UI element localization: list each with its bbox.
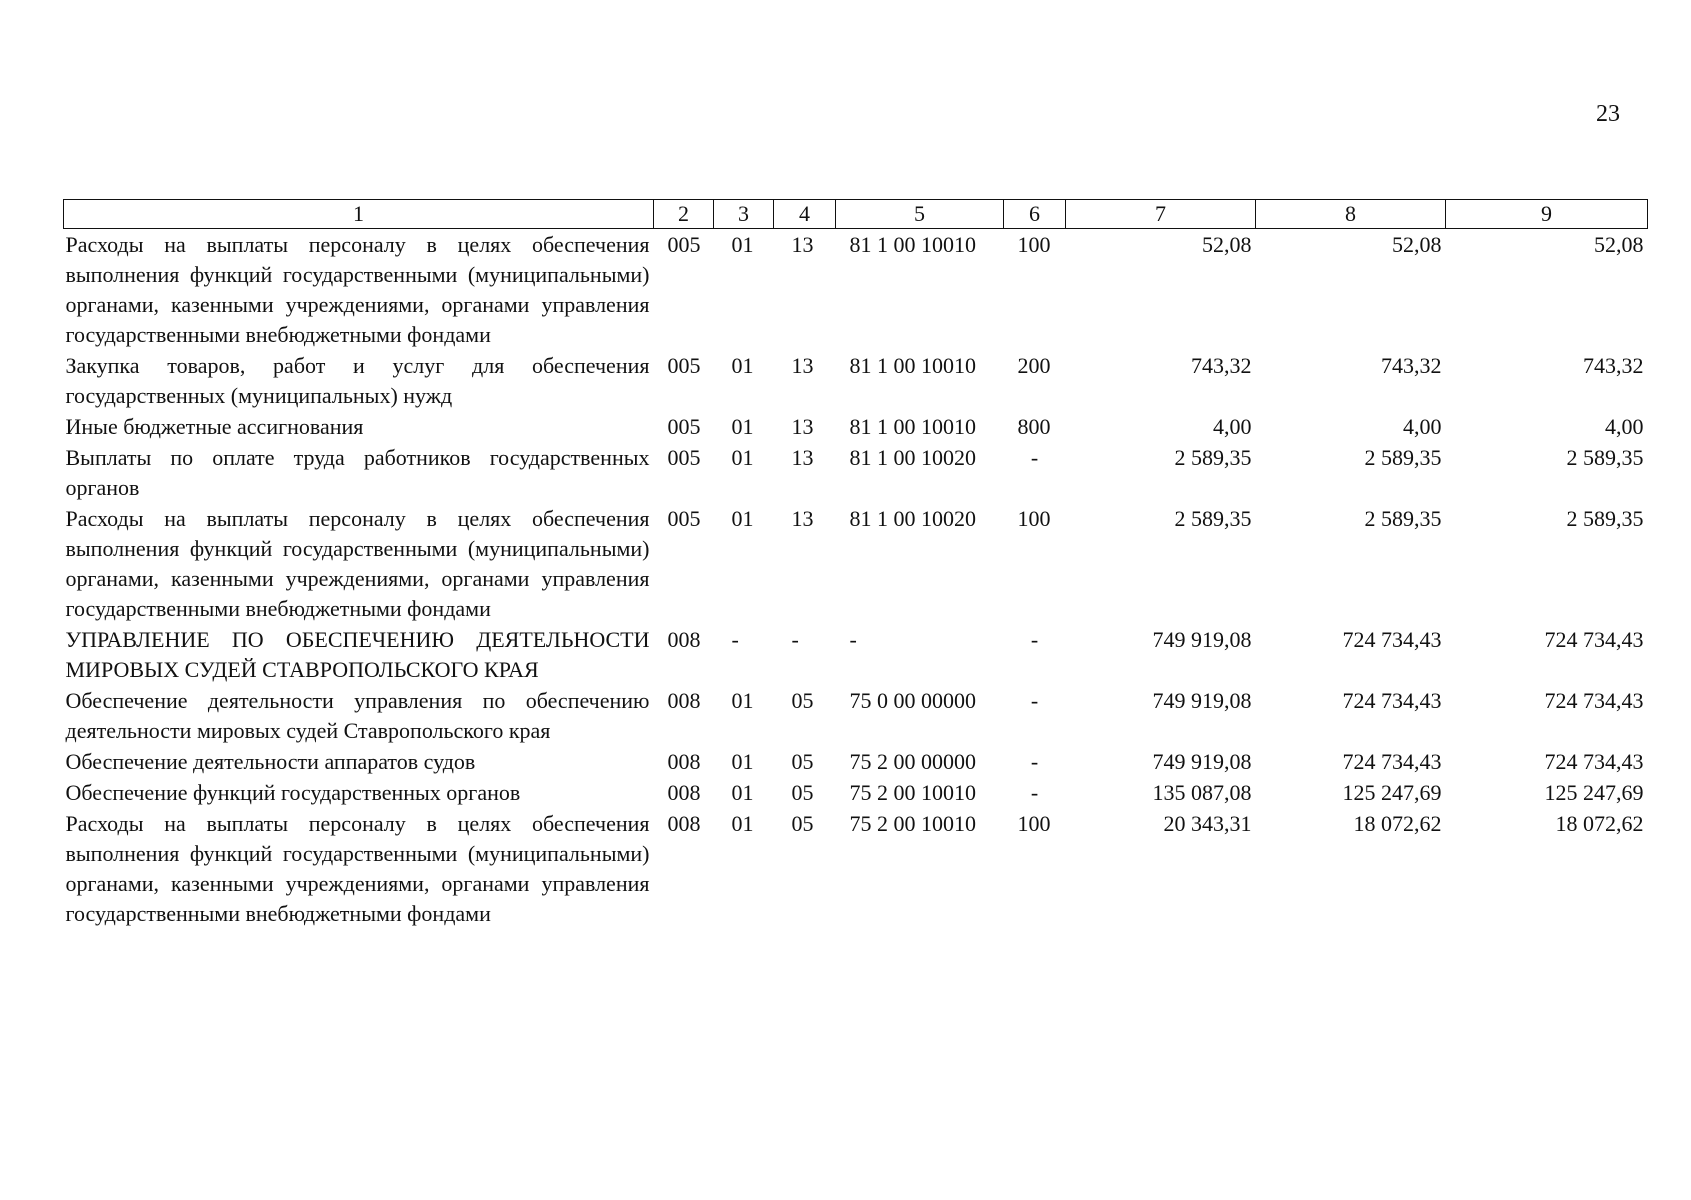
row-name: Расходы на выплаты персоналу в целях обеспечения выполнения функций государственными (муниципальными) органами, казенными учреждениями, органами управления государственными внебюджетными фондами [65, 811, 650, 926]
column-header: 6 [1004, 200, 1066, 229]
table-row [64, 350, 1648, 411]
target-item-code: 75 2 00 10010 [849, 811, 976, 836]
row-name: Обеспечение деятельности аппаратов судов [65, 749, 476, 774]
subsection-code: 05 [791, 688, 814, 713]
amount-col9: 724 734,43 [1544, 749, 1644, 774]
table-row [64, 685, 1648, 746]
ministry-code: 005 [667, 445, 701, 470]
row-name: Иные бюджетные ассигнования [65, 414, 364, 439]
amount-col9: 724 734,43 [1544, 627, 1644, 652]
amount-col7: 743,32 [1191, 353, 1252, 378]
subsection-code: 13 [791, 445, 814, 470]
target-item-code: 81 1 00 10020 [849, 445, 976, 470]
subsection-code: 05 [791, 780, 814, 805]
subsection-code: 13 [791, 232, 814, 257]
target-item-code: 81 1 00 10020 [849, 506, 976, 531]
expense-type-code: - [1030, 688, 1039, 713]
amount-col9: 4,00 [1605, 414, 1644, 439]
expense-type-code: 100 [1017, 232, 1051, 257]
amount-col8: 724 734,43 [1342, 688, 1442, 713]
target-item-code: 81 1 00 10010 [849, 232, 976, 257]
amount-col8: 743,32 [1381, 353, 1442, 378]
section-code: 01 [731, 445, 754, 470]
target-item-code: 81 1 00 10010 [849, 353, 976, 378]
section-code: 01 [731, 232, 754, 257]
ministry-code: 008 [667, 688, 701, 713]
ministry-code: 005 [667, 506, 701, 531]
section-code: 01 [731, 414, 754, 439]
expense-type-code: - [1030, 627, 1039, 652]
target-item-code: 81 1 00 10010 [849, 414, 976, 439]
amount-col8: 2 589,35 [1364, 445, 1442, 470]
amount-col8: 4,00 [1403, 414, 1442, 439]
amount-col7: 749 919,08 [1152, 749, 1252, 774]
amount-col8: 18 072,62 [1353, 811, 1442, 836]
amount-col7: 20 343,31 [1163, 811, 1252, 836]
amount-col9: 125 247,69 [1544, 780, 1644, 805]
table-row [64, 624, 1648, 685]
budget-table [63, 199, 1648, 929]
subsection-code: 13 [791, 414, 814, 439]
column-header: 3 [714, 200, 774, 229]
target-item-code: 75 0 00 00000 [849, 688, 976, 713]
amount-col7: 2 589,35 [1174, 506, 1252, 531]
column-header: 5 [836, 200, 1004, 229]
page-number: 23 [1596, 101, 1620, 127]
column-header: 1 [64, 200, 654, 229]
table-row [64, 411, 1648, 442]
table-row [64, 746, 1648, 777]
section-code: - [731, 627, 739, 652]
amount-col7: 52,08 [1202, 232, 1252, 257]
expense-type-code: 800 [1017, 414, 1051, 439]
ministry-code: 008 [667, 780, 701, 805]
column-header: 7 [1066, 200, 1256, 229]
header-row [64, 200, 1648, 229]
row-name: Расходы на выплаты персоналу в целях обеспечения выполнения функций государственными (муниципальными) органами, казенными учреждениями, органами управления государственными внебюджетными фондами [65, 506, 650, 621]
row-name: Обеспечение деятельности управления по обеспечению деятельности мировых судей Ставропольского края [65, 688, 650, 743]
expense-type-code: - [1030, 749, 1039, 774]
ministry-code: 005 [667, 353, 701, 378]
expense-type-code: - [1030, 780, 1039, 805]
amount-col8: 724 734,43 [1342, 627, 1442, 652]
column-header: 8 [1256, 200, 1446, 229]
subsection-code: 05 [791, 749, 814, 774]
row-name: УПРАВЛЕНИЕ ПО ОБЕСПЕЧЕНИЮ ДЕЯТЕЛЬНОСТИ МИРОВЫХ СУДЕЙ СТАВРОПОЛЬСКОГО КРАЯ [65, 627, 650, 682]
ministry-code: 008 [667, 811, 701, 836]
table-row [64, 503, 1648, 624]
target-item-code: 75 2 00 10010 [849, 780, 976, 805]
amount-col9: 18 072,62 [1555, 811, 1644, 836]
table-body [64, 229, 1648, 930]
section-code: 01 [731, 688, 754, 713]
table-row [64, 777, 1648, 808]
subsection-code: 13 [791, 353, 814, 378]
row-name: Выплаты по оплате труда работников государственных органов [65, 445, 650, 500]
section-code: 01 [731, 749, 754, 774]
section-code: 01 [731, 353, 754, 378]
column-header: 9 [1446, 200, 1648, 229]
table-row [64, 808, 1648, 929]
row-name: Расходы на выплаты персоналу в целях обеспечения выполнения функций государственными (муниципальными) органами, казенными учреждениями, органами управления государственными внебюджетными фондами [65, 232, 650, 347]
amount-col8: 724 734,43 [1342, 749, 1442, 774]
amount-col9: 743,32 [1583, 353, 1644, 378]
subsection-code: 13 [791, 506, 814, 531]
subsection-code: - [791, 627, 799, 652]
amount-col8: 52,08 [1392, 232, 1442, 257]
ministry-code: 008 [667, 749, 701, 774]
amount-col7: 2 589,35 [1174, 445, 1252, 470]
amount-col7: 749 919,08 [1152, 688, 1252, 713]
column-header: 2 [654, 200, 714, 229]
amount-col9: 2 589,35 [1566, 445, 1644, 470]
amount-col8: 125 247,69 [1342, 780, 1442, 805]
amount-col8: 2 589,35 [1364, 506, 1442, 531]
subsection-code: 05 [791, 811, 814, 836]
target-item-code: 75 2 00 00000 [849, 749, 976, 774]
ministry-code: 008 [667, 627, 701, 652]
table-row [64, 229, 1648, 351]
expense-type-code: 200 [1017, 353, 1051, 378]
amount-col9: 724 734,43 [1544, 688, 1644, 713]
amount-col9: 52,08 [1594, 232, 1644, 257]
amount-col7: 135 087,08 [1152, 780, 1252, 805]
row-name: Закупка товаров, работ и услуг для обеспечения государственных (муниципальных) нужд [65, 353, 650, 408]
section-code: 01 [731, 780, 754, 805]
ministry-code: 005 [667, 232, 701, 257]
section-code: 01 [731, 811, 754, 836]
amount-col7: 4,00 [1213, 414, 1252, 439]
section-code: 01 [731, 506, 754, 531]
row-name: Обеспечение функций государственных органов [65, 780, 521, 805]
column-header: 4 [774, 200, 836, 229]
expense-type-code: - [1030, 445, 1039, 470]
amount-col9: 2 589,35 [1566, 506, 1644, 531]
ministry-code: 005 [667, 414, 701, 439]
expense-type-code: 100 [1017, 811, 1051, 836]
amount-col7: 749 919,08 [1152, 627, 1252, 652]
target-item-code: - [849, 627, 857, 652]
table-row [64, 442, 1648, 503]
expense-type-code: 100 [1017, 506, 1051, 531]
